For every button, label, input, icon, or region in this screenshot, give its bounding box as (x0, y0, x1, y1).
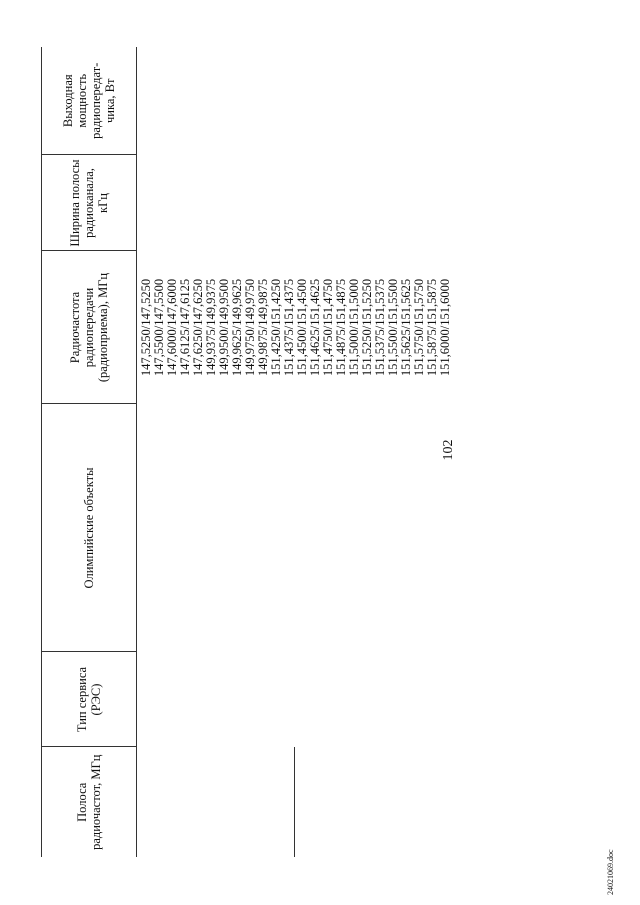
header-output-power: Выходная мощность радиопередат-чика, Вт (42, 47, 137, 155)
frequency-item: 151,6000/151,6000 (438, 278, 452, 377)
frequency-item: 151,5375/151,5375 (373, 278, 387, 377)
cell-channel-width (137, 155, 453, 251)
header-service-type: Тип сервиса (РЭС) (42, 652, 137, 747)
frequency-item: 151,4750/151,4750 (321, 278, 335, 377)
frequency-item: 149,9375/149,9375 (204, 278, 218, 377)
cell-olympic-objects (137, 404, 453, 652)
frequency-item: 151,4250/151,4250 (269, 278, 283, 377)
document-id: 24021069.doc (606, 849, 615, 895)
frequency-item: 151,5500/151,5500 (386, 278, 400, 377)
header-band: Полоса радиочастот, МГц (42, 747, 137, 857)
frequency-item: 151,5750/151,5750 (412, 278, 426, 377)
frequency-item: 147,5250/147,5250 (139, 278, 153, 377)
frequency-item: 149,9625/149,9625 (230, 278, 244, 377)
frequency-item: 151,5625/151,5625 (399, 278, 413, 377)
table-row (137, 47, 453, 857)
cell-frequencies (137, 251, 453, 404)
cell-band (137, 747, 453, 857)
frequency-item: 151,5250/151,5250 (360, 278, 374, 377)
frequency-item: 147,5500/147,5500 (152, 278, 166, 377)
frequency-item: 149,9875/149,9875 (256, 278, 270, 377)
frequency-item: 151,5875/151,5875 (425, 278, 439, 377)
frequency-item: 147,6250/147,6250 (191, 278, 205, 377)
page-number: 102 (441, 439, 456, 461)
frequency-item: 147,6000/147,6000 (165, 278, 179, 377)
frequency-table (41, 47, 452, 857)
cell-service-type (137, 652, 453, 747)
frequency-item: 149,9500/149,9500 (217, 278, 231, 377)
frequency-item: 151,4500/151,4500 (295, 278, 309, 377)
header-radio-frequency: Радиочастота радиопередачи (радиоприема), МГц (42, 251, 137, 404)
frequency-item: 151,4625/151,4625 (308, 278, 322, 377)
table-header-row (42, 47, 137, 857)
frequency-item: 151,5000/151,5000 (347, 278, 361, 377)
header-channel-width: Ширина полосы радиоканала, кГц (42, 155, 137, 251)
frequency-item: 147,6125/147,6125 (178, 278, 192, 377)
cell-output-power (137, 47, 453, 155)
frequency-list (137, 251, 452, 404)
frequency-item: 149,9750/149,9750 (243, 278, 257, 377)
frequency-item: 151,4875/151,4875 (334, 278, 348, 377)
frequency-item: 151,4375/151,4375 (282, 278, 296, 377)
header-olympic-objects: Олимпийские объекты (42, 404, 137, 652)
